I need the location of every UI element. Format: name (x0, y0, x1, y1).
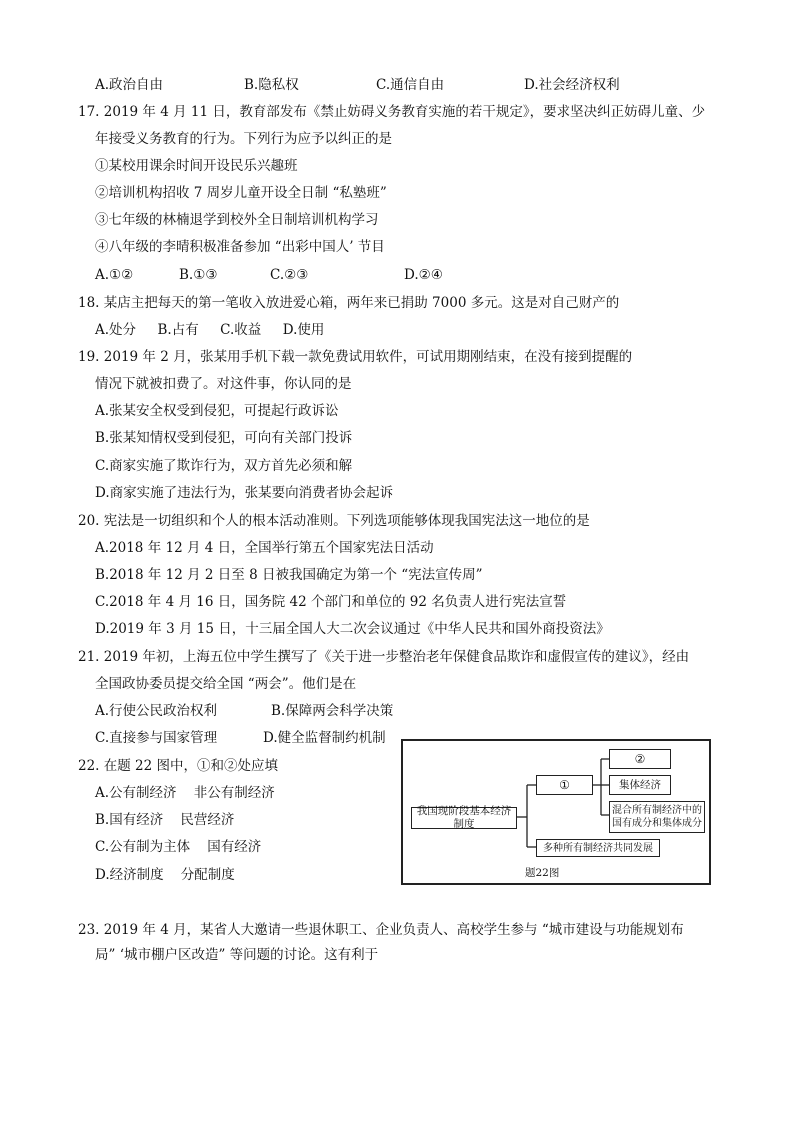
diagram-node-multi: 多种所有制经济共同发展 (536, 839, 660, 857)
q17-item-1: ①某校用课余时间开设民乐兴趣班 (95, 158, 298, 174)
q20-stem: 20. 宪法是一切组织和个人的根本活动准则。下列选项能够体现我国宪法这一地位的是 (78, 513, 590, 529)
q20-option-b: B.2018 年 12 月 2 日至 8 日被我国确定为第一个 “宪法宣传周” (95, 567, 483, 583)
q17-option-d: D.②④ (404, 267, 443, 283)
q23-stem-line1: 23. 2019 年 4 月，某省人大邀请一些退休职工、企业负责人、高校学生参与 “城市建设与功能规划布 (78, 922, 684, 938)
q16-option-a: A.政治自由 (95, 77, 164, 93)
q16-options (95, 76, 695, 94)
q16-option-c: C.通信自由 (376, 77, 445, 93)
q18-options: A.处分 B.占有 C.收益 D.使用 (95, 322, 325, 338)
q22-option-d: D.经济制度 分配制度 (95, 867, 235, 883)
diagram-node-1: ① (536, 775, 593, 795)
q21-option-d: D.健全监督制约机制 (263, 730, 386, 746)
q19-option-b: B.张某知情权受到侵犯，可向有关部门投诉 (95, 430, 353, 446)
q19-option-a: A.张某安全权受到侵犯，可提起行政诉讼 (95, 403, 339, 419)
diagram-caption: 题22图 (525, 867, 560, 879)
q17-option-b: B.①③ (179, 267, 218, 283)
q19-option-d: D.商家实施了违法行为，张某要向消费者协会起诉 (95, 485, 394, 501)
diagram-node-mixed: 混合所有制经济中的国有成分和集体成分 (609, 801, 705, 833)
q18-stem: 18. 某店主把每天的第一笔收入放进爱心箱，两年来已捐助 7000 多元。这是对自己财产的 (78, 295, 620, 311)
q21-option-c: C.直接参与国家管理 (95, 730, 218, 746)
diagram-root-box: 我国现阶段基本经济制度 (411, 807, 517, 829)
q22-option-b: B.国有经济 民营经济 (95, 812, 235, 828)
q22-diagram (401, 739, 711, 885)
q17-item-2: ②培训机构招收 7 周岁儿童开设全日制 “私塾班” (95, 185, 387, 201)
diagram-node-2: ② (609, 749, 671, 769)
q21-stem-line2: 全国政协委员提交给全国 “两会”。他们是在 (95, 676, 357, 692)
q16-option-b: B.隐私权 (244, 77, 299, 93)
q17-option-c: C.②③ (270, 267, 309, 283)
q20-option-d: D.2019 年 3 月 15 日，十三届全国人大二次会议通过《中华人民共和国外商投资法》 (95, 621, 610, 637)
q22-stem: 22. 在题 22 图中，①和②处应填 (78, 758, 279, 774)
q17-options (95, 266, 495, 284)
q21-stem-line1: 21. 2019 年初，上海五位中学生撰写了《关于进一步整治老年保健食品欺诈和虚假宣传的建议》，经由 (78, 649, 690, 665)
q22-option-a: A.公有制经济 非公有制经济 (95, 785, 275, 801)
q23-stem-line2: 局” ‘城市棚户区改造” 等问题的讨论。这有利于 (95, 947, 379, 963)
q17-item-3: ③七年级的林楠退学到校外全日制培训机构学习 (95, 212, 379, 228)
q19-stem-line1: 19. 2019 年 2 月，张某用手机下载一款免费试用软件，可试用期刚结束，在没有接到提醒的 (78, 349, 633, 365)
q21-option-a: A.行使公民政治权利 (95, 703, 218, 719)
q17-item-4: ④八年级的李晴积极准备参加 “出彩中国人’ 节目 (95, 239, 385, 255)
q20-option-a: A.2018 年 12 月 4 日，全国举行第五个国家宪法日活动 (95, 540, 434, 556)
q17-stem-line1: 17. 2019 年 4 月 11 日，教育部发布《禁止妨碍义务教育实施的若干规定》，要求坚决纠正妨碍儿童、少 (78, 104, 706, 120)
q19-option-c: C.商家实施了欺诈行为，双方首先必须和解 (95, 458, 353, 474)
q22-option-c: C.公有制为主体 国有经济 (95, 839, 262, 855)
q19-stem-line2: 情况下就被扣费了。对这件事，你认同的是 (95, 376, 352, 392)
q17-option-a: A.①② (95, 267, 134, 283)
q16-option-d: D.社会经济权利 (524, 77, 620, 93)
q21-options-row1 (95, 702, 495, 720)
q21-option-b: B.保障两会科学决策 (271, 703, 394, 719)
q17-stem-line2: 年接受义务教育的行为。下列行为应予以纠正的是 (95, 131, 392, 147)
diagram-node-collective: 集体经济 (609, 775, 671, 795)
q20-option-c: C.2018 年 4 月 16 日，国务院 42 个部门和单位的 92 名负责人进行宪法宣誓 (95, 594, 567, 610)
